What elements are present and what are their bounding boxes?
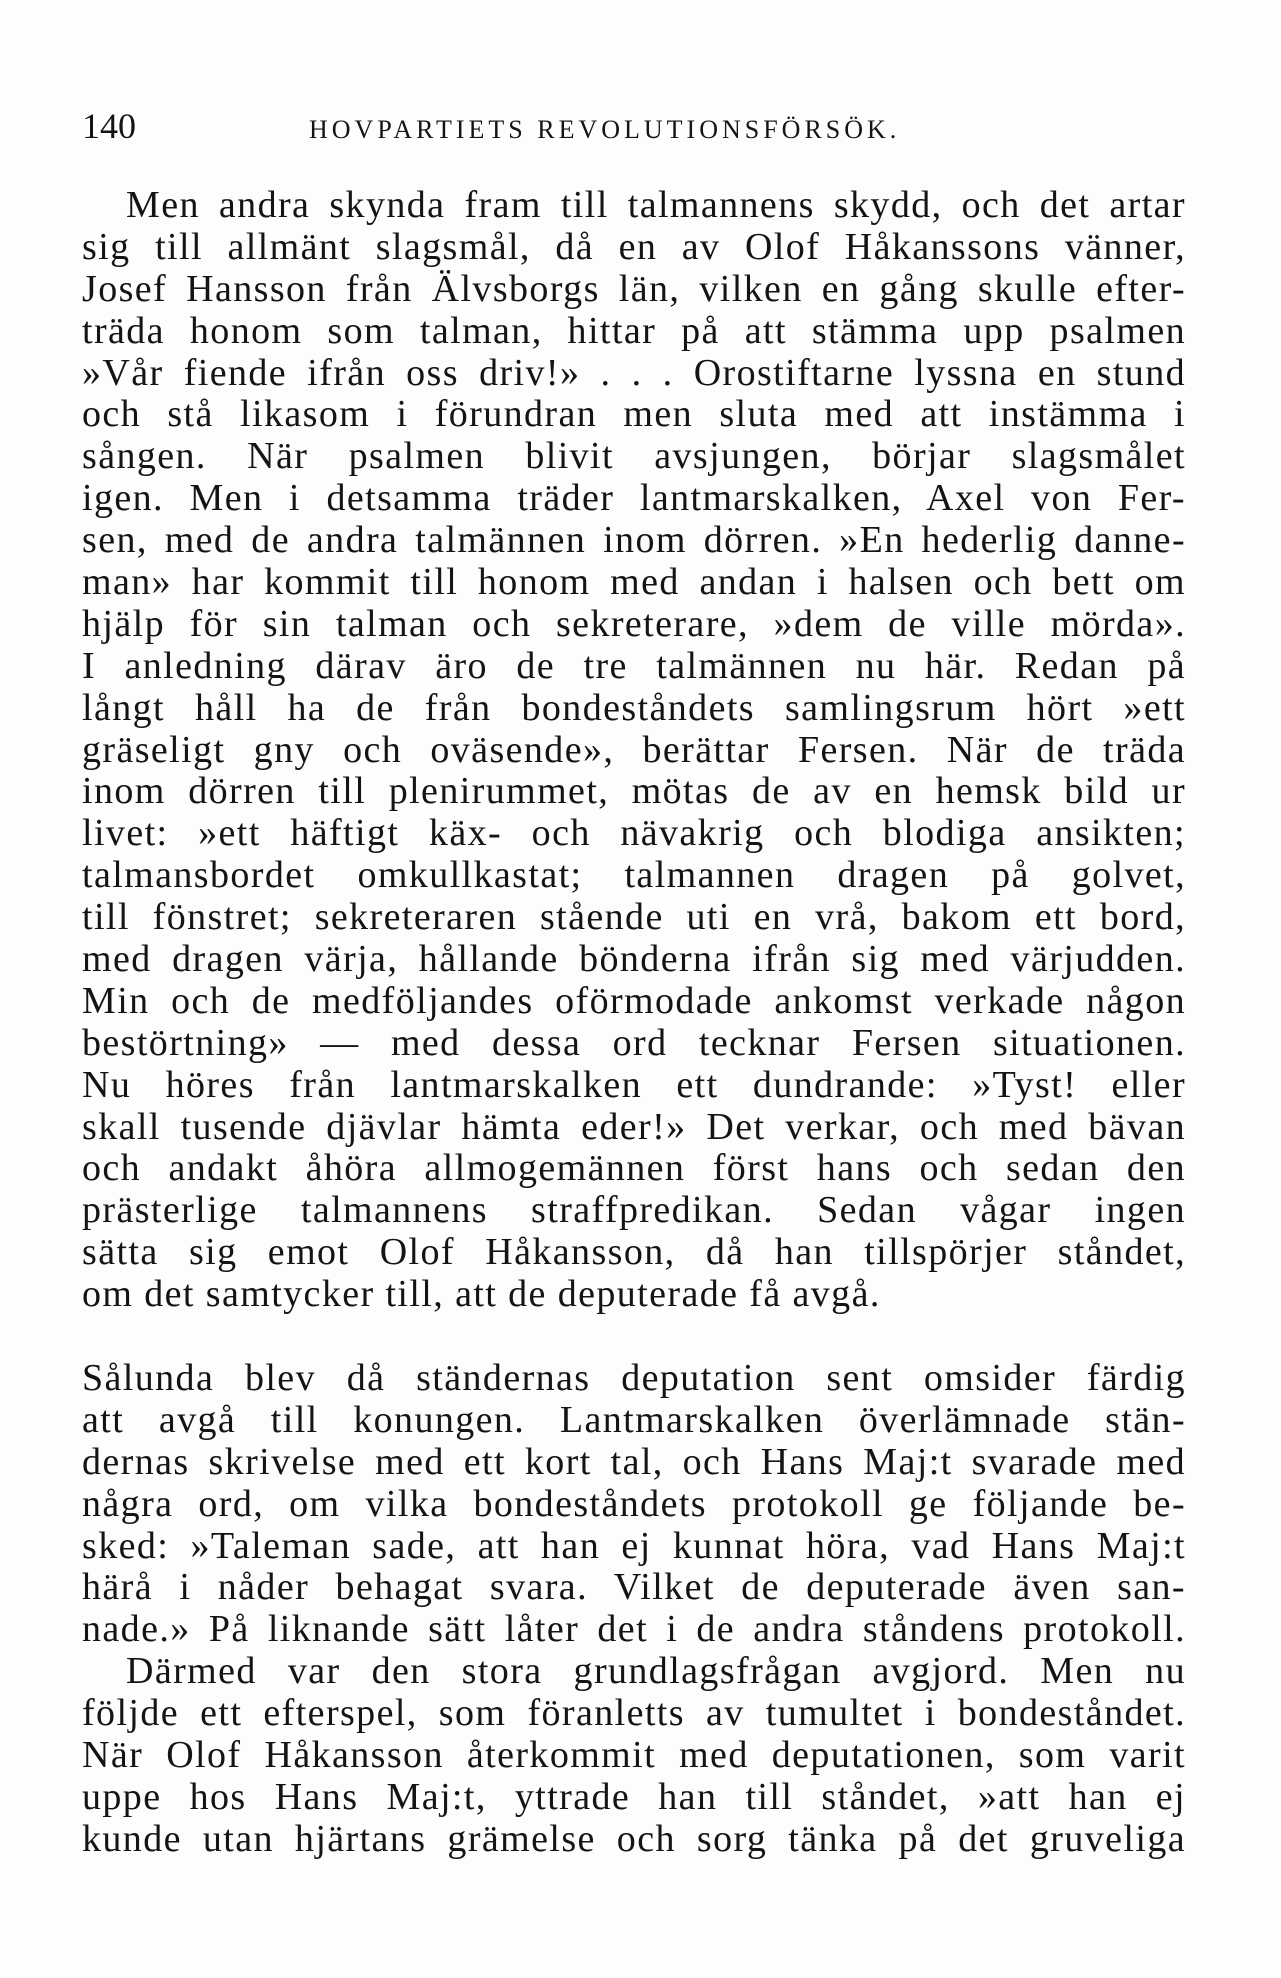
section-break (82, 1316, 1186, 1358)
text-line: nade.» På liknande sätt låter det i de andra ståndens protokoll. (82, 1609, 1186, 1651)
text-line: med dragen värja, hållande bönderna ifrån sig med värjudden. (82, 939, 1186, 981)
text-line: När Olof Håkansson återkommit med deputationen, som varit (82, 1734, 1186, 1776)
running-title: HOVPARTIETS REVOLUTIONSFÖRSÖK. (309, 115, 901, 144)
text-line: härå i nåder behagat svara. Vilket de deputerade även san- (82, 1567, 1186, 1609)
text-line: talmansbordet omkullkastat; talmannen dragen på golvet, (82, 855, 1186, 897)
text-line: inom dörren till plenirummet, mötas de av en hemsk bild ur (82, 771, 1186, 813)
text-line: sätta sig emot Olof Håkansson, då han tillspörjer ståndet, (82, 1232, 1186, 1274)
text-line: Nu höres från lantmarskalken ett dundrande: »Tyst! eller (82, 1064, 1186, 1106)
text-line: till fönstret; sekreteraren stående uti en vrå, bakom ett bord, (82, 897, 1186, 939)
text-line: träda honom som talman, hittar på att stämma upp psalmen (82, 310, 1186, 352)
text-line: Sålunda blev då ständernas deputation sent omsider färdig (82, 1357, 1186, 1399)
text-line: och stå likasom i förundran men sluta med att instämma i (82, 394, 1186, 436)
text-line: Därmed var den stora grundlagsfrågan avgjord. Men nu (126, 1651, 1186, 1693)
text-line: följde ett efterspel, som föranletts av tumultet i bondeståndet. (82, 1693, 1186, 1735)
text-line: sången. När psalmen blivit avsjungen, börjar slagsmålet (82, 436, 1186, 478)
paragraph (82, 185, 1186, 1316)
text-line: uppe hos Hans Maj:t, yttrade han till ståndet, »att han ej (82, 1776, 1186, 1818)
text-line: sked: »Taleman sade, att han ej kunnat höra, vad Hans Maj:t (82, 1525, 1186, 1567)
text-line: Men andra skynda fram till talmannens skydd, och det artar (126, 185, 1186, 226)
running-header (82, 105, 1186, 147)
page-body (82, 185, 1186, 1861)
text-line: långt håll ha de från bondeståndets samlingsrum hört »ett (82, 687, 1186, 729)
text-line: Josef Hansson från Älvsborgs län, vilken en gång skulle efter- (82, 268, 1186, 310)
text-line: livet: »ett häftigt käx- och nävakrig och blodiga ansikten; (82, 813, 1186, 855)
text-line: kunde utan hjärtans grämelse och sorg tänka på det gruveliga (82, 1818, 1186, 1860)
text-line: sig till allmänt slagsmål, då en av Olof Håkanssons vänner, (82, 226, 1186, 268)
text-line: I anledning därav äro de tre talmännen nu här. Redan på (82, 645, 1186, 687)
text-line: skall tusende djävlar hämta eder!» Det verkar, och med bävan (82, 1106, 1186, 1148)
text-line: att avgå till konungen. Lantmarskalken överlämnade stän- (82, 1399, 1186, 1441)
text-line: gräseligt gny och oväsende», berättar Fersen. När de träda (82, 729, 1186, 771)
paragraph (82, 1358, 1186, 1651)
text-line: dernas skrivelse med ett kort tal, och Hans Maj:t svarade med (82, 1441, 1186, 1483)
paragraph (82, 1651, 1186, 1860)
text-line: hjälp för sin talman och sekreterare, »dem de ville mörda». (82, 603, 1186, 645)
text-line: Min och de medföljandes oförmodade ankomst verkade någon (82, 980, 1186, 1022)
text-line: igen. Men i detsamma träder lantmarskalken, Axel von Fer- (82, 478, 1186, 520)
text-line: »Vår fiende ifrån oss driv!» . . . Orostiftarne lyssna en stund (82, 352, 1186, 394)
text-line: man» har kommit till honom med andan i halsen och bett om (82, 562, 1186, 604)
text-line: prästerlige talmannens straffpredikan. Sedan vågar ingen (82, 1190, 1186, 1232)
text-line: om det samtycker till, att de deputerade få avgå. (82, 1274, 881, 1316)
text-line: några ord, om vilka bondeståndets protokoll ge följande be- (82, 1483, 1186, 1525)
text-line: sen, med de andra talmännen inom dörren. »En hederlig danne- (82, 520, 1186, 562)
text-line: och andakt åhöra allmogemännen först hans och sedan den (82, 1148, 1186, 1190)
page-number: 140 (82, 106, 136, 146)
text-line: bestörtning» — med dessa ord tecknar Fersen situationen. (82, 1022, 1186, 1064)
